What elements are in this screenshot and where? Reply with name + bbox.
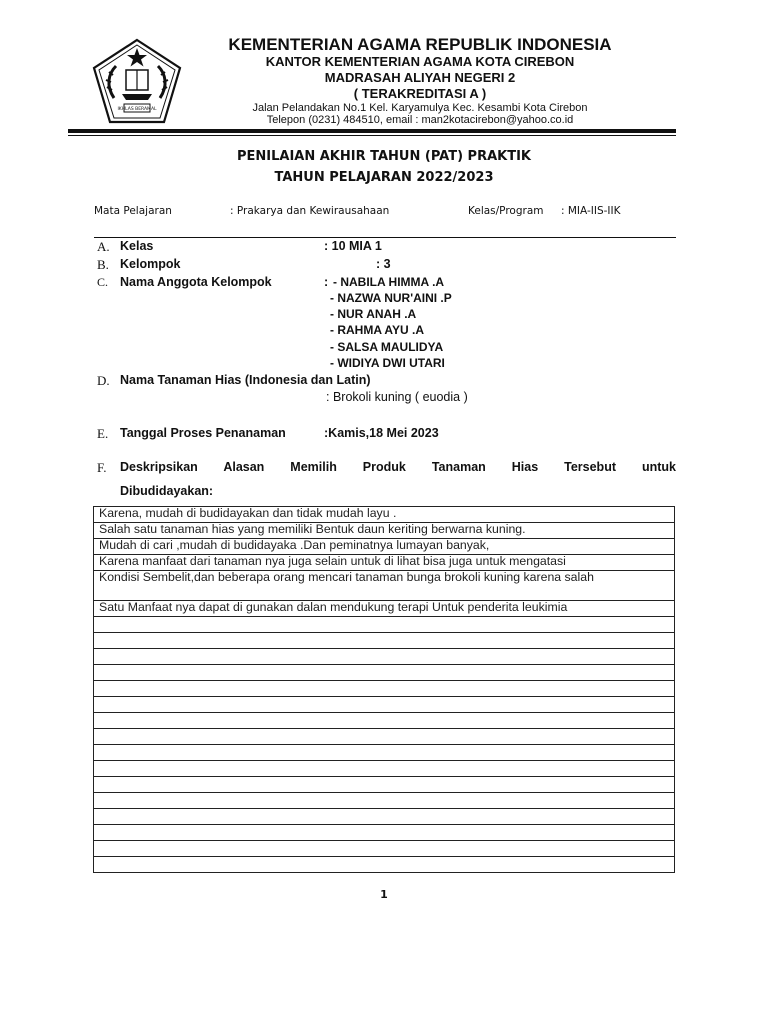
empty-line — [94, 857, 675, 873]
member-item: - NABILA HIMMA .A — [333, 275, 445, 289]
table-row — [94, 713, 675, 729]
empty-line — [94, 697, 675, 713]
document-title: PENILAIAN AKHIR TAHUN (PAT) PRAKTIK — [236, 149, 532, 164]
table-row — [94, 617, 675, 633]
section-d-letter: D. — [97, 373, 110, 388]
member-item: - NUR ANAH .A — [330, 307, 417, 321]
class-label: Kelas/Program — [468, 205, 544, 217]
members-field-label: Nama Anggota Kelompok — [120, 275, 272, 289]
empty-line — [94, 729, 675, 745]
answer-line: Karena manfaat dari tanaman nya juga selain untuk di lihat bisa juga untuk mengatasi — [94, 555, 675, 571]
table-row — [94, 809, 675, 825]
answer-lines-table — [93, 506, 675, 873]
section-divider — [94, 237, 676, 238]
letterhead-divider-thin — [68, 135, 676, 136]
planting-date-value: :Kamis,18 Mei 2023 — [324, 426, 439, 440]
table-row — [94, 777, 675, 793]
empty-line — [94, 745, 675, 761]
answer-line: Karena, mudah di budidayakan dan tidak mudah layu . — [94, 507, 675, 523]
academic-year: TAHUN PELAJARAN 2022/2023 — [274, 170, 494, 185]
ministry-name: KEMENTERIAN AGAMA REPUBLIK INDONESIA — [228, 35, 612, 54]
table-row — [94, 857, 675, 873]
description-prompt-cont: Dibudidayakan: — [120, 484, 214, 498]
subject-label: Mata Pelajaran — [94, 205, 172, 217]
school-address: Jalan Pelandakan No.1 Kel. Karyamulya Kec. Kesambi Kota Cirebon — [252, 102, 588, 114]
empty-line — [94, 809, 675, 825]
table-row — [94, 697, 675, 713]
description-prompt: Deskripsikan Alasan Memilih Produk Tanaman Hias Tersebut untuk — [120, 460, 676, 474]
empty-line — [94, 649, 675, 665]
member-item: - SALSA MAULIDYA — [330, 340, 444, 354]
empty-line — [94, 617, 675, 633]
member-item: - RAHMA AYU .A — [330, 323, 425, 337]
planting-date-label: Tanggal Proses Penanaman — [120, 426, 286, 440]
accreditation: ( TERAKREDITASI A ) — [353, 86, 487, 101]
group-field-label: Kelompok — [120, 257, 181, 271]
table-row — [94, 729, 675, 745]
empty-line — [94, 713, 675, 729]
table-row — [94, 825, 675, 841]
section-a-letter: A. — [97, 239, 110, 254]
empty-line — [94, 665, 675, 681]
table-row — [94, 601, 675, 617]
member-item: - WIDIYA DWI UTARI — [330, 356, 445, 370]
section-b-letter: B. — [97, 257, 109, 272]
empty-line — [94, 633, 675, 649]
table-row — [94, 665, 675, 681]
answer-line: Satu Manfaat nya dapat di gunakan dalan mendukung terapi Untuk penderita leukimia — [94, 601, 675, 617]
member-item: - NAZWA NUR'AINI .P — [330, 291, 452, 305]
members-colon: : — [324, 275, 329, 289]
empty-line — [94, 793, 675, 809]
table-row — [94, 761, 675, 777]
class-field-value: : 10 MIA 1 — [324, 239, 382, 253]
school-name: MADRASAH ALIYAH NEGERI 2 — [324, 70, 516, 85]
plant-name-label: Nama Tanaman Hias (Indonesia dan Latin) — [120, 373, 371, 387]
answer-line: Salah satu tanaman hias yang memiliki Bentuk daun keriting berwarna kuning. — [94, 523, 675, 539]
table-row — [94, 539, 675, 555]
table-row — [94, 745, 675, 761]
table-row — [94, 571, 675, 601]
table-row — [94, 681, 675, 697]
section-f-letter: F. — [97, 460, 107, 475]
table-row — [94, 523, 675, 539]
class-value: : MIA-IIS-IIK — [561, 205, 621, 217]
empty-line — [94, 841, 675, 857]
empty-line — [94, 777, 675, 793]
table-row — [94, 649, 675, 665]
empty-line — [94, 761, 675, 777]
table-row — [94, 793, 675, 809]
table-row — [94, 507, 675, 523]
school-contact: Telepon (0231) 484510, email : man2kotacirebon@yahoo.co.id — [266, 114, 574, 126]
letterhead-divider-thick — [68, 129, 676, 133]
page-number: 1 — [380, 888, 388, 901]
section-c-letter: C. — [97, 275, 109, 289]
group-field-value: : 3 — [376, 257, 391, 271]
subject-value: : Prakarya dan Kewirausahaan — [230, 205, 390, 217]
plant-name-value: : Brokoli kuning ( euodia ) — [326, 390, 468, 404]
table-row — [94, 633, 675, 649]
answer-line: Kondisi Sembelit,dan beberapa orang mencari tanaman bunga brokoli kuning karena salah — [94, 571, 675, 601]
empty-line — [94, 825, 675, 841]
section-e-letter: E. — [97, 426, 109, 441]
empty-line — [94, 681, 675, 697]
answer-line: Mudah di cari ,mudah di budidayaka .Dan peminatnya lumayan banyak, — [94, 539, 675, 555]
class-field-label: Kelas — [120, 239, 154, 253]
svg-text:IKHLAS BERAMAL: IKHLAS BERAMAL — [117, 107, 157, 112]
office-name: KANTOR KEMENTERIAN AGAMA KOTA CIREBON — [265, 54, 575, 69]
table-row — [94, 841, 675, 857]
table-row — [94, 555, 675, 571]
